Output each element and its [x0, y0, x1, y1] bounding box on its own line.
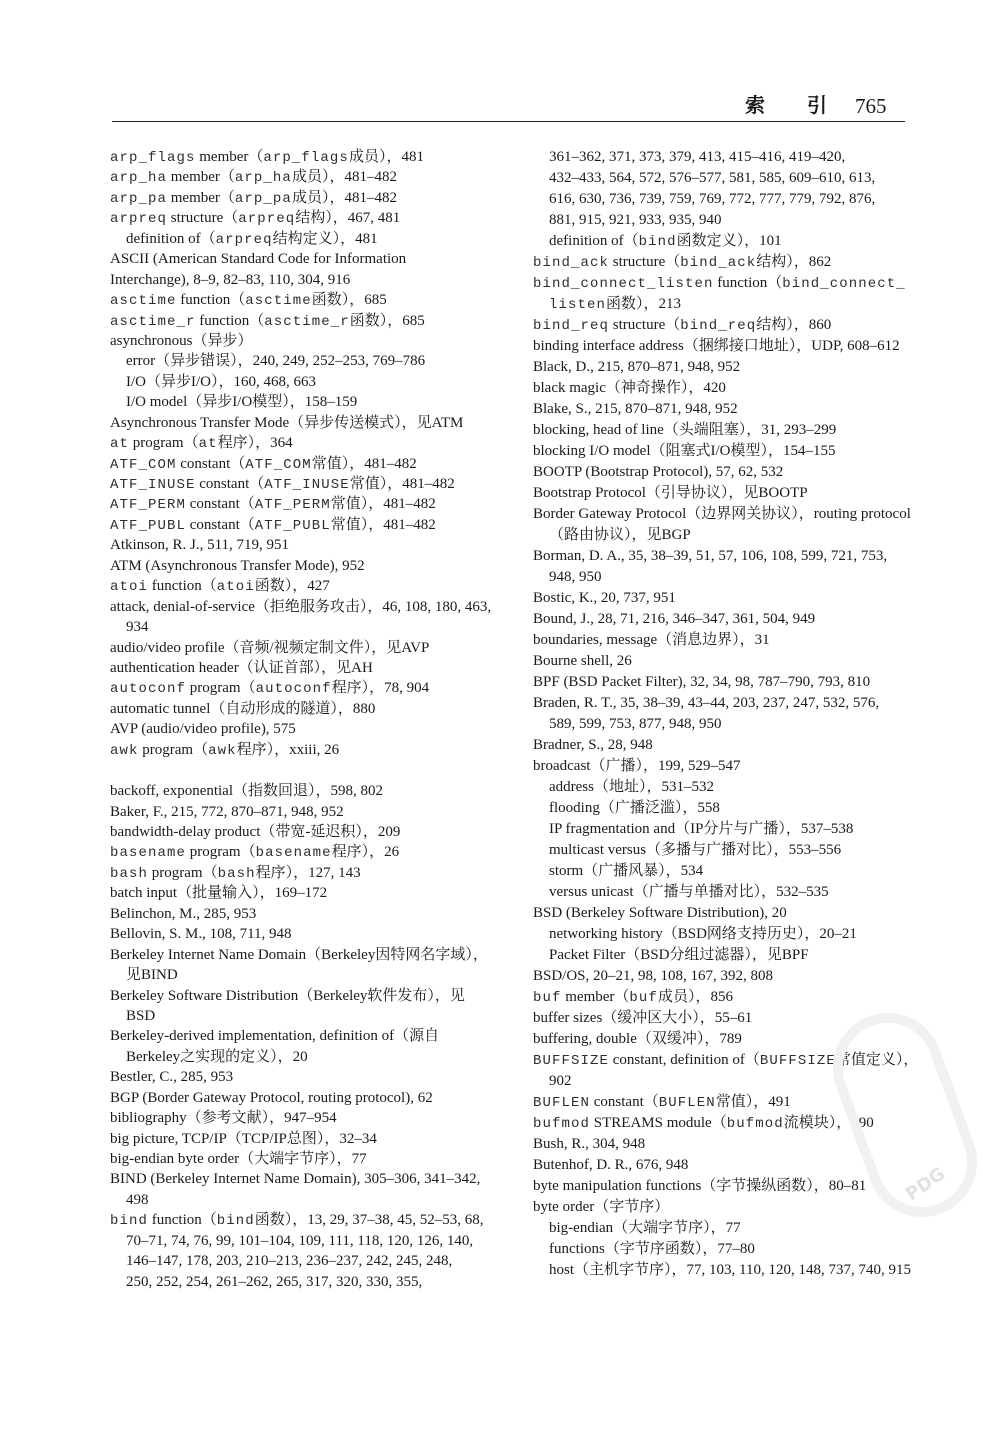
index-text: member（ [561, 989, 630, 1005]
index-text: 函数），427 [254, 578, 330, 595]
index-entry-line [533, 462, 921, 483]
index-text: 函数），13, 29, 37–38, 45, 52–53, 68, [254, 1212, 484, 1229]
index-text: byte order（字节序） [533, 1199, 670, 1215]
index-text: 程序），364 [217, 435, 293, 452]
code-term: atoi [110, 579, 149, 596]
index-entry-line [533, 357, 921, 378]
index-text: function（ [148, 1212, 217, 1229]
index-text: Bush, R., 304, 948 [533, 1136, 646, 1152]
index-text: Bestler, C., 285, 953 [110, 1069, 234, 1086]
index-entry-line [110, 311, 498, 331]
header-rule [112, 121, 905, 122]
index-entry-line [533, 483, 921, 504]
code-term: arp_ha [234, 170, 292, 187]
index-subentry-line [110, 351, 498, 371]
index-entry-line [110, 454, 498, 474]
code-term: asctime [245, 293, 312, 310]
index-text: authentication header（认证首部），见AH [110, 659, 373, 676]
code-term: bind_connect_ [782, 276, 906, 292]
code-term: listen [549, 297, 607, 313]
index-text: structure（ [167, 210, 239, 227]
index-entry-line [110, 863, 498, 883]
index-text: 616, 630, 736, 739, 759, 769, 772, 777, 779, 792, 876, [549, 191, 876, 207]
index-text: structure（ [609, 254, 681, 270]
index-entry-line [110, 1088, 498, 1108]
index-subentry-line [110, 965, 498, 985]
index-entry-line [533, 273, 921, 294]
index-subentry-line [533, 294, 921, 315]
index-subentry-line [533, 777, 921, 798]
index-text: Bourne shell, 26 [533, 653, 632, 669]
index-text: Baker, F., 215, 772, 870–871, 948, 952 [110, 803, 344, 820]
index-text: blocking I/O model（阻塞式I/O模型），154–155 [533, 443, 836, 459]
code-term: ATF_PUBL [110, 517, 187, 534]
index-text: definition of（ [549, 233, 639, 249]
index-entry-line [110, 822, 498, 842]
index-entry-line [110, 576, 498, 596]
index-subentry-line [110, 229, 498, 249]
index-text: constant（ [590, 1094, 659, 1110]
index-text: 见BIND [126, 967, 178, 984]
index-text: Asynchronous Transfer Mode（异步传送模式），见ATM [110, 414, 464, 431]
index-text: 常值），481–482 [330, 516, 436, 533]
watermark: PDG [902, 1163, 950, 1206]
index-text: Bootstrap Protocol（引导协议），见BOOTP [533, 485, 808, 501]
index-entry-line [110, 515, 498, 535]
index-entry-line [533, 966, 921, 987]
code-term: bufmod [533, 1116, 591, 1132]
index-subentry-line [533, 1218, 921, 1239]
index-text: Butenhof, D. R., 676, 948 [533, 1157, 689, 1173]
index-text: 函数），213 [606, 296, 682, 312]
index-subentry-line [110, 372, 498, 392]
running-head [0, 92, 983, 120]
index-entry-line [110, 904, 498, 924]
index-text: ASCII (American Standard Code for Information [110, 251, 407, 268]
code-term: awk [110, 742, 139, 759]
index-entry-line [533, 735, 921, 756]
code-term: at [110, 436, 130, 453]
index-subentry-line [533, 819, 921, 840]
index-subentry-line [533, 189, 921, 210]
index-text: AVP (audio/video profile), 575 [110, 721, 296, 738]
index-entry-line [110, 494, 498, 514]
index-text: function（ [148, 578, 217, 595]
index-entry-line [110, 208, 498, 228]
index-entry-line [110, 188, 498, 208]
code-term: autoconf [255, 681, 332, 698]
index-subentry-line [533, 840, 921, 861]
index-text: constant（ [186, 496, 255, 513]
index-subentry-line [110, 1047, 498, 1067]
index-text: asynchronous（异步） [110, 332, 253, 349]
code-term: ATF_PERM [254, 497, 331, 514]
code-term: asctime [110, 293, 177, 310]
index-text: function（ [713, 275, 783, 291]
index-entry-line [110, 1067, 498, 1087]
index-entry-line [533, 504, 921, 525]
code-term: basename [255, 845, 332, 862]
index-subentry-line [533, 231, 921, 252]
index-section [110, 781, 498, 1292]
code-term: bind_ack [680, 255, 757, 271]
index-text: host（主机字节序），77, 103, 110, 120, 148, 737, 740, 915 [549, 1262, 911, 1278]
index-entry-line [110, 249, 498, 269]
index-entry-line [533, 630, 921, 651]
index-text: big-endian byte order（大端字节序），77 [110, 1151, 367, 1167]
index-entry-line [533, 336, 921, 357]
index-text: big-endian（大端字节序），77 [549, 1220, 741, 1236]
index-text: BIND (Berkeley Internet Name Domain), 305–306, 341–342, [110, 1171, 481, 1188]
code-term: asctime_r [110, 313, 196, 330]
index-entry-line [110, 147, 498, 167]
code-term: bufmod [726, 1116, 784, 1132]
index-text: program（ [129, 435, 199, 452]
code-term: BUFFSIZE [533, 1053, 610, 1069]
index-text: Braden, R. T., 35, 38–39, 43–44, 203, 237, 247, 532, 576, [533, 695, 880, 711]
index-text: BSD [126, 1007, 156, 1024]
index-entry-line [110, 883, 498, 903]
index-text: Packet Filter（BSD分组过滤器），见BPF [549, 947, 809, 963]
index-text: automatic tunnel（自动形成的隧道），880 [110, 700, 376, 717]
index-text: 结构定义），481 [272, 230, 378, 247]
index-text: backoff, exponential（指数回退），598, 802 [110, 783, 384, 800]
index-text: 结构），862 [756, 254, 832, 270]
index-entry-line [110, 1169, 498, 1189]
index-subentry-line [533, 861, 921, 882]
code-term: arp_ha [110, 170, 168, 187]
code-term: bind_connect_listen [533, 276, 714, 292]
code-term: arpreq [110, 211, 168, 228]
index-text: byte manipulation functions（字节操纵函数），80–81 [533, 1178, 867, 1194]
index-entry-line [533, 651, 921, 672]
index-text: networking history（BSD网络支持历史），20–21 [549, 926, 857, 942]
index-entry-line [533, 378, 921, 399]
index-subentry-line [533, 1239, 921, 1260]
running-head-title-char: 引 [807, 95, 827, 117]
index-subentry-line [110, 1006, 498, 1026]
index-text: Bellovin, S. M., 108, 711, 948 [110, 926, 292, 943]
index-entry-line [110, 1129, 498, 1149]
index-entry-line [533, 1176, 921, 1197]
index-text: Bostic, K., 20, 737, 951 [533, 590, 676, 606]
index-subentry-line [533, 945, 921, 966]
code-term: ATF_INUSE [264, 477, 350, 493]
index-text: flooding（广播泛滥），558 [549, 800, 720, 816]
index-text: 361–362, 371, 373, 379, 413, 415–416, 419–420, [549, 149, 846, 165]
index-subentry-line [533, 567, 921, 588]
code-term: BUFFSIZE [759, 1053, 836, 1069]
index-text: member（ [195, 149, 264, 165]
index-subentry-line [533, 525, 921, 546]
index-entry-line [533, 399, 921, 420]
index-text: 函数），685 [311, 292, 387, 309]
index-entry-line [533, 441, 921, 462]
index-text: Berkeley-derived implementation, definition of（源自 [110, 1028, 440, 1045]
index-text: definition of（ [126, 230, 216, 247]
index-entry-line [533, 1197, 921, 1218]
index-text: 146–147, 178, 203, 210–213, 236–237, 242, 245, 248, [126, 1253, 453, 1270]
index-subentry-line [110, 1251, 498, 1271]
index-text: 589, 599, 753, 877, 948, 950 [549, 716, 722, 732]
index-text: Border Gateway Protocol（边界网关协议），routing protocol [533, 506, 911, 522]
index-entry-line [110, 740, 498, 760]
code-term: bind_req [680, 318, 757, 334]
index-text: BGP (Border Gateway Protocol, routing protocol), 62 [110, 1089, 433, 1106]
index-text: 70–71, 74, 76, 99, 101–104, 109, 111, 118, 120, 126, 140, [126, 1232, 474, 1249]
index-entry-line [110, 474, 498, 494]
index-entry-line [110, 535, 498, 555]
index-entry-line [110, 924, 498, 944]
index-subentry-line [533, 924, 921, 945]
index-text: 结构），467, 481 [295, 210, 401, 227]
code-term: asctime_r [264, 313, 350, 330]
index-text: Blake, S., 215, 870–871, 948, 952 [533, 401, 738, 417]
code-term: arp_pa [110, 190, 168, 207]
index-entry-line [110, 945, 498, 965]
index-text: I/O model（异步I/O模型），158–159 [126, 394, 358, 411]
index-entry-line [110, 331, 498, 351]
index-text: 250, 252, 254, 261–262, 265, 317, 320, 330, 355, [126, 1273, 423, 1290]
index-text: Interchange), 8–9, 82–83, 110, 304, 916 [110, 271, 351, 288]
index-text: 结构），860 [756, 317, 832, 333]
index-text: big picture, TCP/IP（TCP/IP总图），32–34 [110, 1130, 377, 1147]
index-text: 432–433, 564, 572, 576–577, 581, 585, 609–610, 613, [549, 170, 876, 186]
code-term: ATF_COM [245, 456, 312, 473]
index-text: 成员），481–482 [291, 189, 397, 206]
index-text: audio/video profile（音频/视频定制文件），见AVP [110, 639, 430, 656]
index-text: blocking, head of line（头端阻塞），31, 293–299 [533, 422, 837, 438]
index-entry-line [533, 756, 921, 777]
code-term: arpreq [215, 231, 273, 248]
index-entry-line [533, 987, 921, 1008]
index-text: 函数定义），101 [676, 233, 782, 249]
index-text: Berkeley Software Distribution（Berkeley软件发布），见 [110, 987, 465, 1004]
index-text: IP fragmentation and（IP分片与广播），537–538 [549, 821, 854, 837]
index-text: 程序），78, 904 [331, 680, 430, 697]
index-text: 常值），481–482 [311, 455, 417, 472]
index-text: 常值定义）， [835, 1052, 919, 1068]
index-entry-line [110, 1149, 498, 1169]
index-entry-line [533, 693, 921, 714]
index-entry-line [533, 588, 921, 609]
code-term: arp_pa [234, 190, 292, 207]
index-entry-line [533, 315, 921, 336]
index-text: bandwidth-delay product（带宽-延迟积），209 [110, 824, 401, 840]
code-term: arp_flags [263, 150, 349, 166]
index-text: 成员），856 [657, 989, 733, 1005]
index-entry-line [110, 556, 498, 576]
code-term: autoconf [110, 681, 187, 698]
index-subentry-line [110, 1231, 498, 1251]
index-text: constant（ [186, 516, 255, 533]
index-text: 常值），481–482 [349, 476, 455, 492]
index-text: Borman, D. A., 35, 38–39, 51, 57, 106, 108, 599, 721, 753, [533, 548, 888, 564]
code-term: bash [110, 865, 149, 882]
index-entry-line [110, 678, 498, 698]
index-entry-line [533, 546, 921, 567]
index-entry-line [533, 672, 921, 693]
index-entry-line [110, 270, 498, 290]
index-text: bibliography（参考文献），947–954 [110, 1110, 337, 1127]
code-term: at [198, 436, 218, 453]
index-entry-line [110, 842, 498, 862]
index-entry-line [110, 597, 498, 617]
code-term: bind_req [533, 318, 610, 334]
index-text: BSD (Berkeley Software Distribution), 20 [533, 905, 787, 921]
index-entry-line [110, 1026, 498, 1046]
code-term: bind_ack [533, 255, 610, 271]
code-term: ATF_PUBL [254, 517, 331, 534]
index-text: structure（ [609, 317, 681, 333]
index-column-left [110, 147, 498, 1292]
index-section [110, 147, 498, 760]
code-term: BUFLEN [533, 1095, 591, 1111]
index-text: Bound, J., 28, 71, 216, 346–347, 361, 504, 949 [533, 611, 816, 627]
index-entry-line [110, 986, 498, 1006]
index-text: STREAMS module（ [590, 1115, 727, 1131]
index-text: Bradner, S., 28, 948 [533, 737, 653, 753]
index-text: 成员），481–482 [291, 169, 397, 186]
page-number: 765 [855, 94, 887, 118]
index-text: member（ [167, 169, 235, 186]
index-subentry-line [110, 617, 498, 637]
index-text: 498 [126, 1191, 149, 1208]
code-term: bind [110, 1213, 149, 1230]
index-text: buffering, double（双缓冲），789 [533, 1031, 742, 1047]
index-text: Atkinson, R. J., 511, 719, 951 [110, 537, 290, 554]
index-text: 程序），127, 143 [255, 864, 361, 881]
index-subentry-line [533, 882, 921, 903]
index-entry-line [110, 802, 498, 822]
index-entry-line [110, 638, 498, 658]
index-subentry-line [533, 210, 921, 231]
index-entry-line [110, 433, 498, 453]
index-text: Berkeley Internet Name Domain（Berkeley因特网名字域）， [110, 946, 488, 963]
index-entry-line [110, 699, 498, 719]
index-entry-line [110, 290, 498, 310]
index-text: 881, 915, 921, 933, 935, 940 [549, 212, 722, 228]
index-entry-line [533, 903, 921, 924]
index-text: 常值），491 [715, 1094, 791, 1110]
index-text: BSD/OS, 20–21, 98, 108, 167, 392, 808 [533, 968, 774, 984]
code-term: atoi [216, 579, 255, 596]
index-entry-line [533, 420, 921, 441]
index-text: 流模块），790 [783, 1115, 874, 1131]
code-term: ATF_INUSE [110, 477, 196, 493]
index-subentry-line [533, 1260, 921, 1281]
index-entry-line [533, 252, 921, 273]
index-subentry-line [110, 1272, 498, 1292]
index-text: 902 [549, 1073, 572, 1089]
index-text: Berkeley之实现的定义），20 [126, 1048, 308, 1065]
index-subentry-line [533, 168, 921, 189]
index-text: binding interface address（捆绑接口地址），UDP, 608–612 [533, 338, 900, 354]
index-entry-line [110, 413, 498, 433]
index-text: function（ [176, 292, 246, 309]
code-term: ATF_COM [110, 456, 177, 473]
index-text: 程序），26 [331, 844, 400, 861]
index-text: constant, definition of（ [609, 1052, 760, 1068]
index-entry-line [110, 167, 498, 187]
index-subentry-line [533, 798, 921, 819]
index-text: boundaries, message（消息边界），31 [533, 632, 770, 648]
index-text: 函数），685 [349, 312, 425, 329]
index-text: black magic（神奇操作），420 [533, 380, 726, 396]
running-head-title-char: 索 [745, 95, 765, 117]
index-text: （路由协议），见BGP [549, 527, 691, 543]
index-text: multicast versus（多播与广播对比），553–556 [549, 842, 842, 858]
index-text: address（地址），531–532 [549, 779, 714, 795]
code-term: awk [208, 742, 237, 759]
index-text: I/O（异步I/O），160, 468, 663 [126, 373, 316, 390]
index-subentry-line [110, 1190, 498, 1210]
index-text: constant（ [176, 455, 246, 472]
index-entry-line [110, 781, 498, 801]
index-text: Black, D., 215, 870–871, 948, 952 [533, 359, 741, 375]
index-subentry-line [110, 392, 498, 412]
index-text: program（ [186, 844, 256, 861]
index-entry-line [533, 609, 921, 630]
code-term: BUFLEN [658, 1095, 716, 1111]
index-text: program（ [148, 864, 218, 881]
index-text: 934 [126, 619, 149, 636]
index-entry-line [110, 1108, 498, 1128]
code-term: bind [216, 1213, 255, 1230]
index-text: versus unicast（广播与单播对比），532–535 [549, 884, 829, 900]
code-term: bash [217, 865, 256, 882]
index-text: Belinchon, M., 285, 953 [110, 905, 257, 922]
index-text: BPF (BSD Packet Filter), 32, 34, 98, 787–790, 793, 810 [533, 674, 871, 690]
index-text: broadcast（广播），199, 529–547 [533, 758, 741, 774]
index-text: 成员），481 [348, 149, 424, 165]
code-term: bind [638, 234, 677, 250]
index-text: 程序），xxiii, 26 [236, 741, 340, 758]
index-text: 常值），481–482 [330, 496, 436, 513]
code-term: arpreq [238, 211, 296, 228]
index-text: constant（ [195, 476, 265, 492]
index-text: function（ [195, 312, 265, 329]
index-text: attack, denial-of-service（拒绝服务攻击），46, 108, 180, 463, [110, 598, 492, 615]
code-term: basename [110, 845, 187, 862]
code-term: ATF_PERM [110, 497, 187, 514]
index-text: program（ [138, 741, 209, 758]
index-subentry-line [533, 714, 921, 735]
index-text: program（ [186, 680, 256, 697]
index-text: member（ [167, 189, 235, 206]
index-text: batch input（批量输入），169–172 [110, 885, 328, 902]
index-entry-line [110, 1210, 498, 1230]
index-text: storm（广播风暴），534 [549, 863, 704, 879]
code-term: arp_flags [110, 150, 196, 166]
index-entry-line [110, 719, 498, 739]
index-entry-line [110, 658, 498, 678]
index-text: BOOTP (Bootstrap Protocol), 57, 62, 532 [533, 464, 784, 480]
index-text: buffer sizes（缓冲区大小），55–61 [533, 1010, 753, 1026]
code-term: buf [629, 990, 658, 1006]
index-text: 948, 950 [549, 569, 602, 585]
index-text: functions（字节序函数），77–80 [549, 1241, 755, 1257]
index-text: error（异步错误），240, 249, 252–253, 769–786 [126, 353, 426, 370]
code-term: buf [533, 990, 562, 1006]
index-subentry-line [533, 147, 921, 168]
index-text: ATM (Asynchronous Transfer Mode), 952 [110, 557, 365, 574]
